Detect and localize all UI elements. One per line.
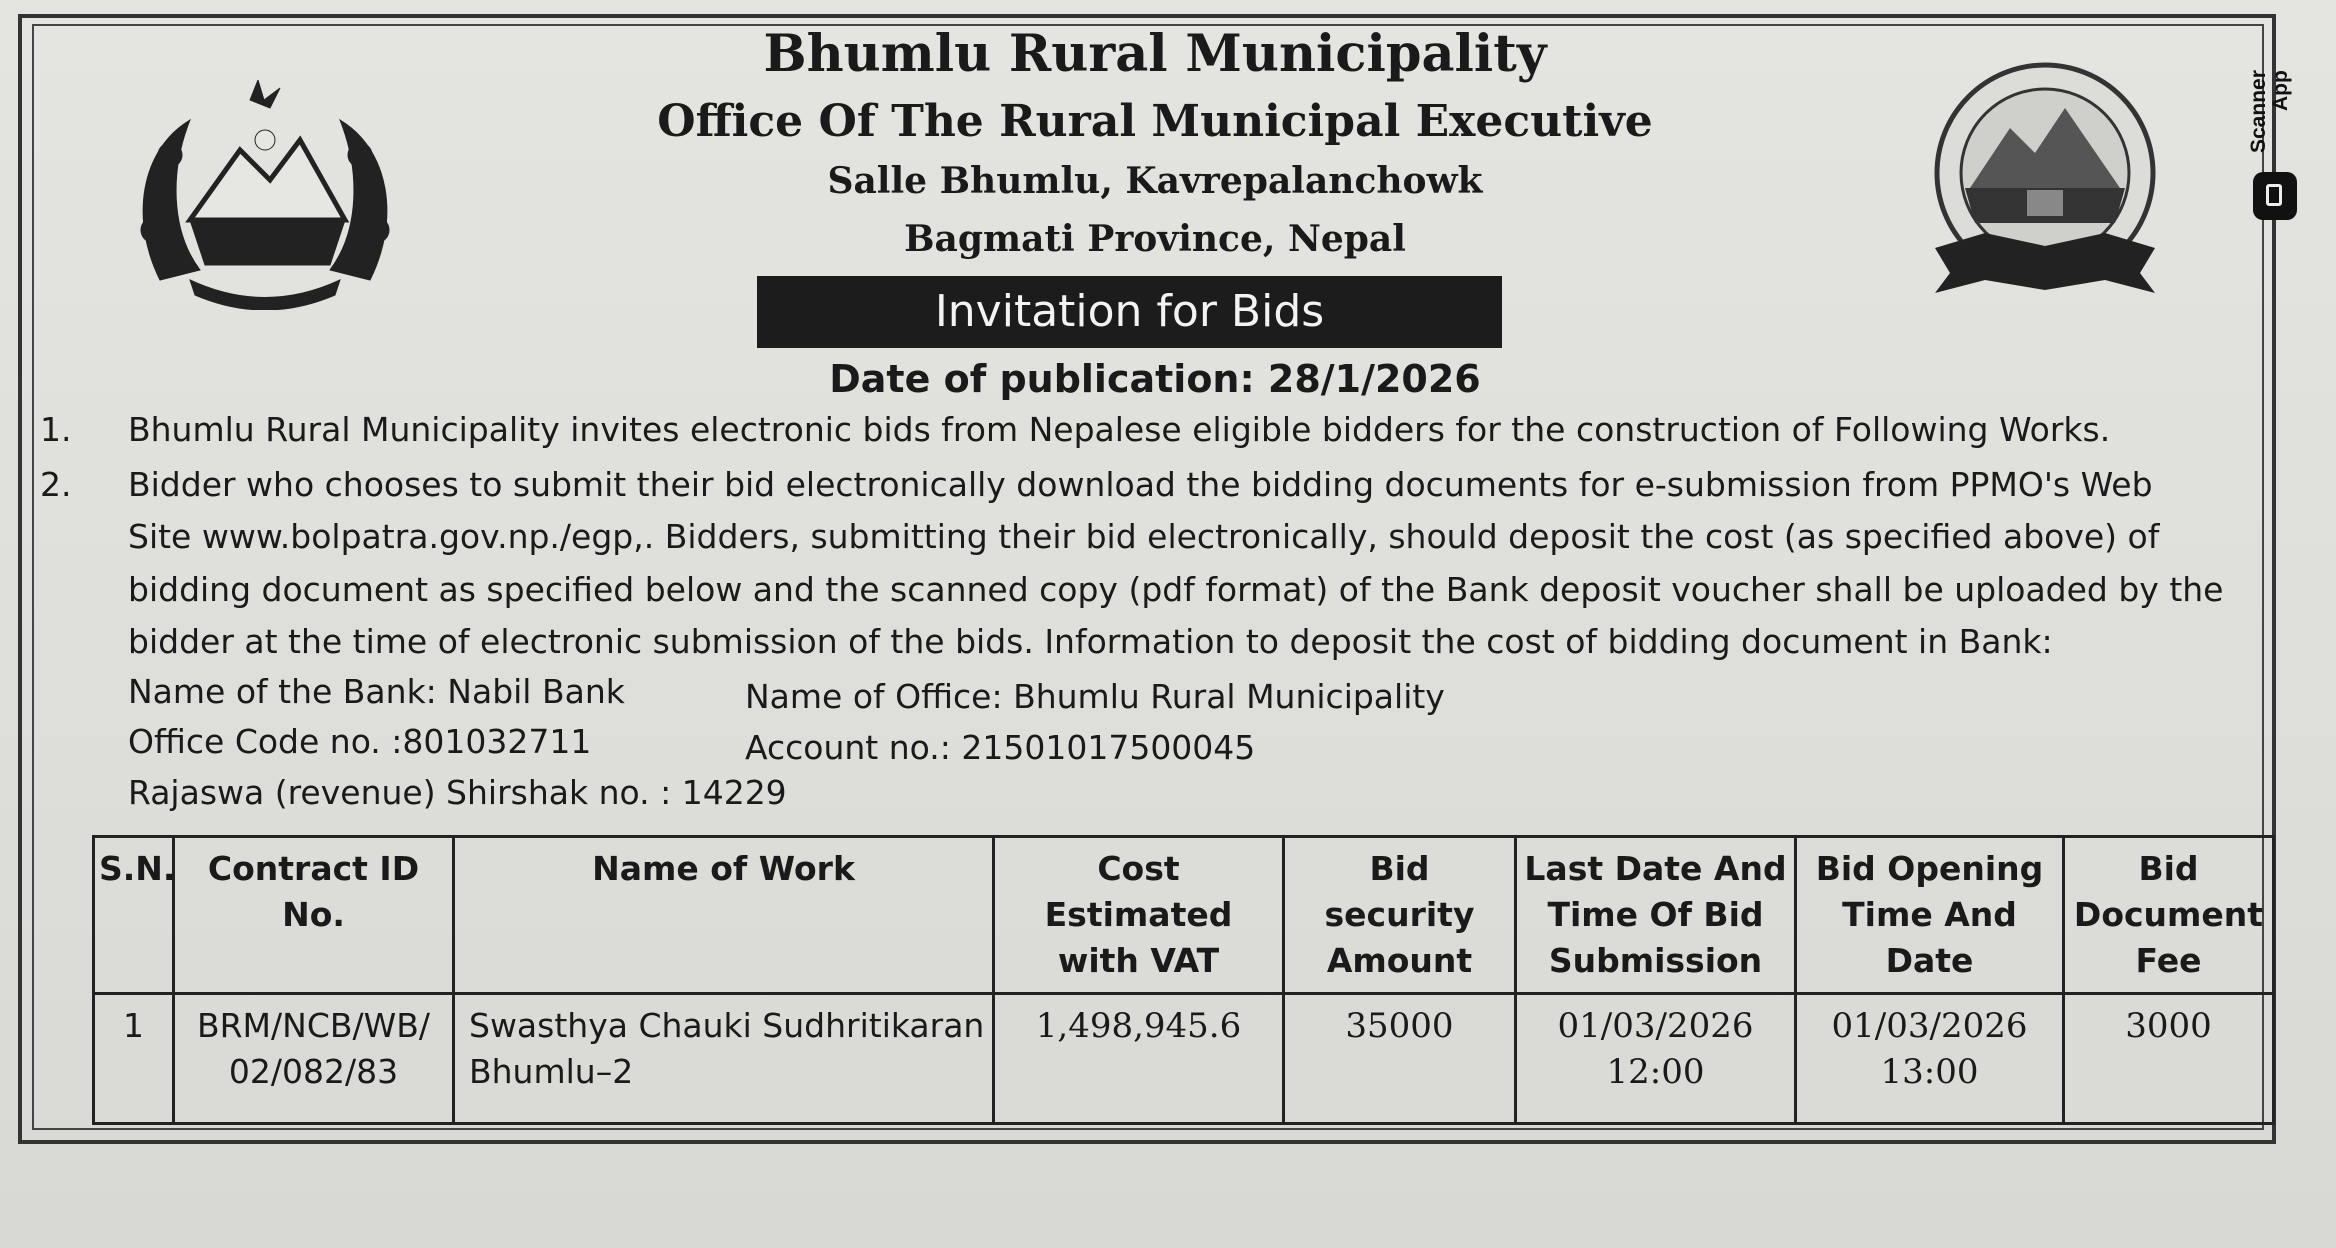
scanner-badge-text xyxy=(2248,70,2292,180)
account-number: Account no.: 21501017500045 xyxy=(745,728,1256,767)
table-row xyxy=(94,994,2274,1124)
cell-last-date: 01/03/2026 12:00 xyxy=(1516,994,1796,1124)
cell-cost: 1,498,945.6 xyxy=(994,994,1284,1124)
col-header-doc-fee: Bid Document Fee xyxy=(2064,837,2274,994)
cell-name-of-work: Swasthya Chauki Sudhritikaran Bhumlu–2 xyxy=(454,994,994,1124)
municipality-seal-icon xyxy=(1915,58,2175,308)
point-1-line-1: Bhumlu Rural Municipality invites electronic bids from Nepalese eligible bidders for the construction of Following Works. xyxy=(128,410,2111,449)
scanner-badge-line2: Scanner xyxy=(2247,70,2270,153)
col-header-opening: Bid Opening Time And Date xyxy=(1796,837,2064,994)
point-2-line-2: Site www.bolpatra.gov.np./egp,. Bidders, submitting their bid electronically, should deposit the cost (as specified above) of xyxy=(128,517,2160,556)
bids-table xyxy=(92,835,2275,1125)
cell-contract-id: BRM/NCB/WB/ 02/082/83 xyxy=(174,994,454,1124)
point-2-line-3: bidding document as specified below and the scanned copy (pdf format) of the Bank deposit voucher shall be uploaded by the xyxy=(128,570,2224,609)
municipality-name: Bhumlu Rural Municipality xyxy=(763,24,1547,84)
notice-title: Invitation for Bids xyxy=(757,276,1502,348)
nepal-emblem-icon xyxy=(130,80,400,310)
province: Bagmati Province, Nepal xyxy=(904,218,1406,260)
bank-name: Name of the Bank: Nabil Bank xyxy=(128,672,625,711)
office-name: Office Of The Rural Municipal Executive xyxy=(657,96,1653,147)
publication-date: Date of publication: 28/1/2026 xyxy=(829,357,1481,401)
office-code: Office Code no. :801032711 xyxy=(128,722,592,761)
point-2-line-1: Bidder who chooses to submit their bid electronically download the bidding documents for e-submission from PPMO's Web xyxy=(128,465,2153,504)
scanner-app-icon xyxy=(2253,172,2297,220)
point-number: 1. xyxy=(40,410,72,449)
cell-sn: 1 xyxy=(94,994,174,1124)
col-header-cost: Cost Estimated with VAT xyxy=(994,837,1284,994)
table-header-row xyxy=(94,837,2274,994)
cell-doc-fee: 3000 xyxy=(2064,994,2274,1124)
col-header-last-date: Last Date And Time Of Bid Submission xyxy=(1516,837,1796,994)
point-2-line-4: bidder at the time of electronic submission of the bids. Information to deposit the cost of bidding document in Bank: xyxy=(128,622,2053,661)
col-header-bid-security: Bid security Amount xyxy=(1284,837,1516,994)
scanner-badge-line3: App xyxy=(2269,70,2292,111)
col-header-sn: S.N. xyxy=(94,837,174,994)
point-number: 2. xyxy=(40,465,72,504)
col-header-contract-id: Contract ID No. xyxy=(174,837,454,994)
address: Salle Bhumlu, Kavrepalanchowk xyxy=(827,160,1483,202)
office-name-bank: Name of Office: Bhumlu Rural Municipality xyxy=(745,677,1445,716)
revenue-heading: Rajaswa (revenue) Shirshak no. : 14229 xyxy=(128,773,787,812)
cell-bid-security: 35000 xyxy=(1284,994,1516,1124)
col-header-name-of-work: Name of Work xyxy=(454,837,994,994)
cell-opening: 01/03/2026 13:00 xyxy=(1796,994,2064,1124)
